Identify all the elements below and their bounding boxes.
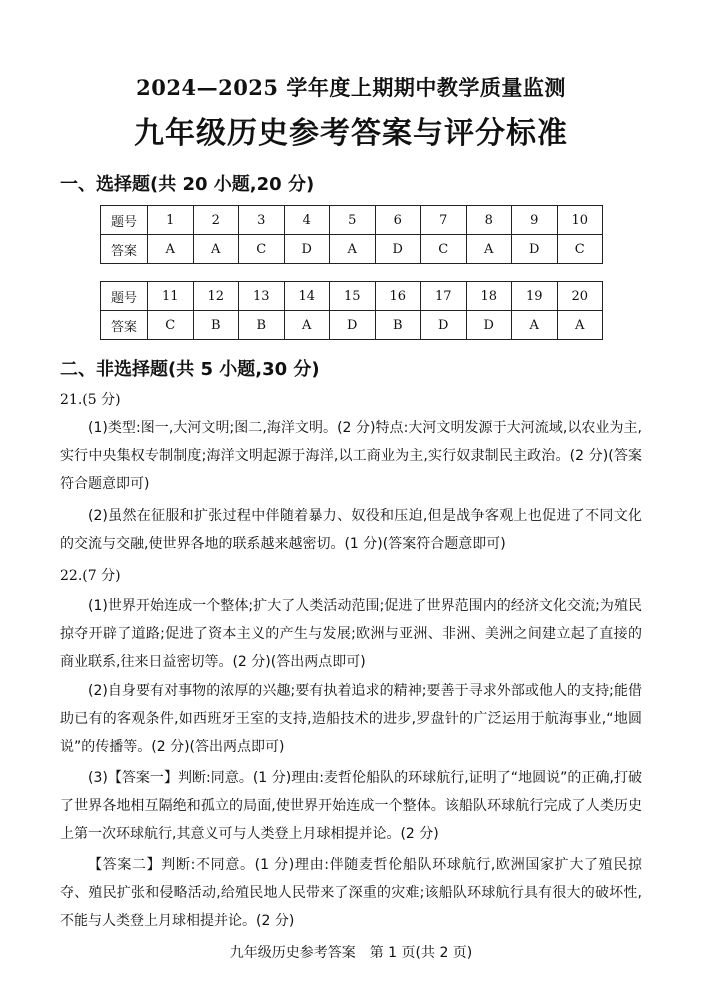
question-number: 2 (193, 206, 239, 235)
question-number: 10 (557, 206, 603, 235)
q21-part-1: (1)类型:图一,大河文明;图二,海洋文明。(2 分)特点:大河文明发源于大河流域,以农业为主,实行中央集权专制制度;海洋文明起源于海洋,以工商业为主,实行奴隶制民主政治。(2 分)(答案符合题意即可) (60, 420, 642, 492)
question-number: 18 (466, 282, 512, 311)
section-1-title: 一、选择题(共 20 小题,20 分) (60, 174, 315, 195)
answer-cell: C (557, 235, 603, 264)
answer-row (101, 311, 603, 340)
answer-cell: D (466, 311, 512, 340)
question-number-row (101, 282, 603, 311)
answer-cell: A (466, 235, 512, 264)
row-label: 答案 (101, 235, 148, 264)
q22-part-2: (2)自身要有对事物的浓厚的兴趣;要有执着追求的精神;要善于寻求外部或他人的支持;能借助已有的客观条件,如西班牙王室的支持,造船技术的进步,罗盘针的广泛运用于航海事业,“地圆说”的传播等。(2 分)(答出两点即可) (60, 683, 642, 755)
question-number: 9 (512, 206, 558, 235)
answer-cell: D (421, 311, 467, 340)
answer-table-1 (100, 205, 603, 264)
row-label: 题号 (101, 206, 148, 235)
page-footer: 九年级历史参考答案 第 1 页(共 2 页) (229, 945, 473, 961)
question-number-row (101, 206, 603, 235)
question-number: 19 (512, 282, 558, 311)
answer-cell: B (375, 311, 421, 340)
answer-cell: D (375, 235, 421, 264)
section-2-title: 二、非选择题(共 5 小题,30 分) (60, 359, 320, 380)
question-number: 20 (557, 282, 603, 311)
row-label: 题号 (101, 282, 148, 311)
answer-cell: D (330, 311, 376, 340)
answer-cell: A (148, 235, 194, 264)
question-number: 3 (239, 206, 285, 235)
answer-cell: B (193, 311, 239, 340)
answer-cell: D (284, 235, 330, 264)
q22-part-3: (3)【答案一】判断:同意。(1 分)理由:麦哲伦船队的环球航行,证明了“地圆说”的正确,打破了世界各地相互隔绝和孤立的局面,使世界开始连成一个整体。该船队环球航行完成了人类历史上第一次环球航行,其意义可与人类登上月球相提并论。(2 分) (60, 770, 642, 842)
answer-cell: B (239, 311, 285, 340)
exam-title-line: 2024—2025 学年度上期期中教学质量监测 (136, 75, 566, 100)
question-number: 15 (330, 282, 376, 311)
answer-row (101, 235, 603, 264)
question-number: 11 (148, 282, 194, 311)
question-number: 8 (466, 206, 512, 235)
row-label: 答案 (101, 311, 148, 340)
question-number: 7 (421, 206, 467, 235)
q22-part-4: 【答案二】判断:不同意。(1 分)理由:伴随麦哲伦船队环球航行,欧洲国家扩大了殖民掠夺、殖民扩张和侵略活动,给殖民地人民带来了深重的灾难;该船队环球航行具有很大的破坏性,不能与人类登上月球相提并论。(2 分) (60, 857, 642, 929)
answer-cell: A (193, 235, 239, 264)
question-number: 6 (375, 206, 421, 235)
question-number: 12 (193, 282, 239, 311)
answer-cell: C (421, 235, 467, 264)
question-22-heading: 22.(7 分) (60, 568, 121, 584)
question-21-heading: 21.(5 分) (60, 392, 121, 408)
question-number: 5 (330, 206, 376, 235)
document-title: 九年级历史参考答案与评分标准 (134, 116, 568, 151)
answer-cell: C (148, 311, 194, 340)
answer-cell: C (239, 235, 285, 264)
question-number: 16 (375, 282, 421, 311)
q21-part-2: (2)虽然在征服和扩张过程中伴随着暴力、奴役和压迫,但是战争客观上也促进了不同文化的交流与交融,使世界各地的联系越来越密切。(1 分)(答案符合题意即可) (60, 508, 642, 552)
question-number: 14 (284, 282, 330, 311)
q22-part-1: (1)世界开始连成一个整体;扩大了人类活动范围;促进了世界范围内的经济文化交流;为殖民掠夺开辟了道路;促进了资本主义的产生与发展;欧洲与亚洲、非洲、美洲之间建立起了直接的商业联系,往来日益密切等。(2 分)(答出两点即可) (60, 598, 642, 670)
answer-cell: A (512, 311, 558, 340)
answer-cell: A (284, 311, 330, 340)
answer-table-2 (100, 281, 603, 340)
question-number: 17 (421, 282, 467, 311)
question-number: 13 (239, 282, 285, 311)
answer-cell: D (512, 235, 558, 264)
answer-cell: A (557, 311, 603, 340)
question-number: 1 (148, 206, 194, 235)
answer-cell: A (330, 235, 376, 264)
question-number: 4 (284, 206, 330, 235)
